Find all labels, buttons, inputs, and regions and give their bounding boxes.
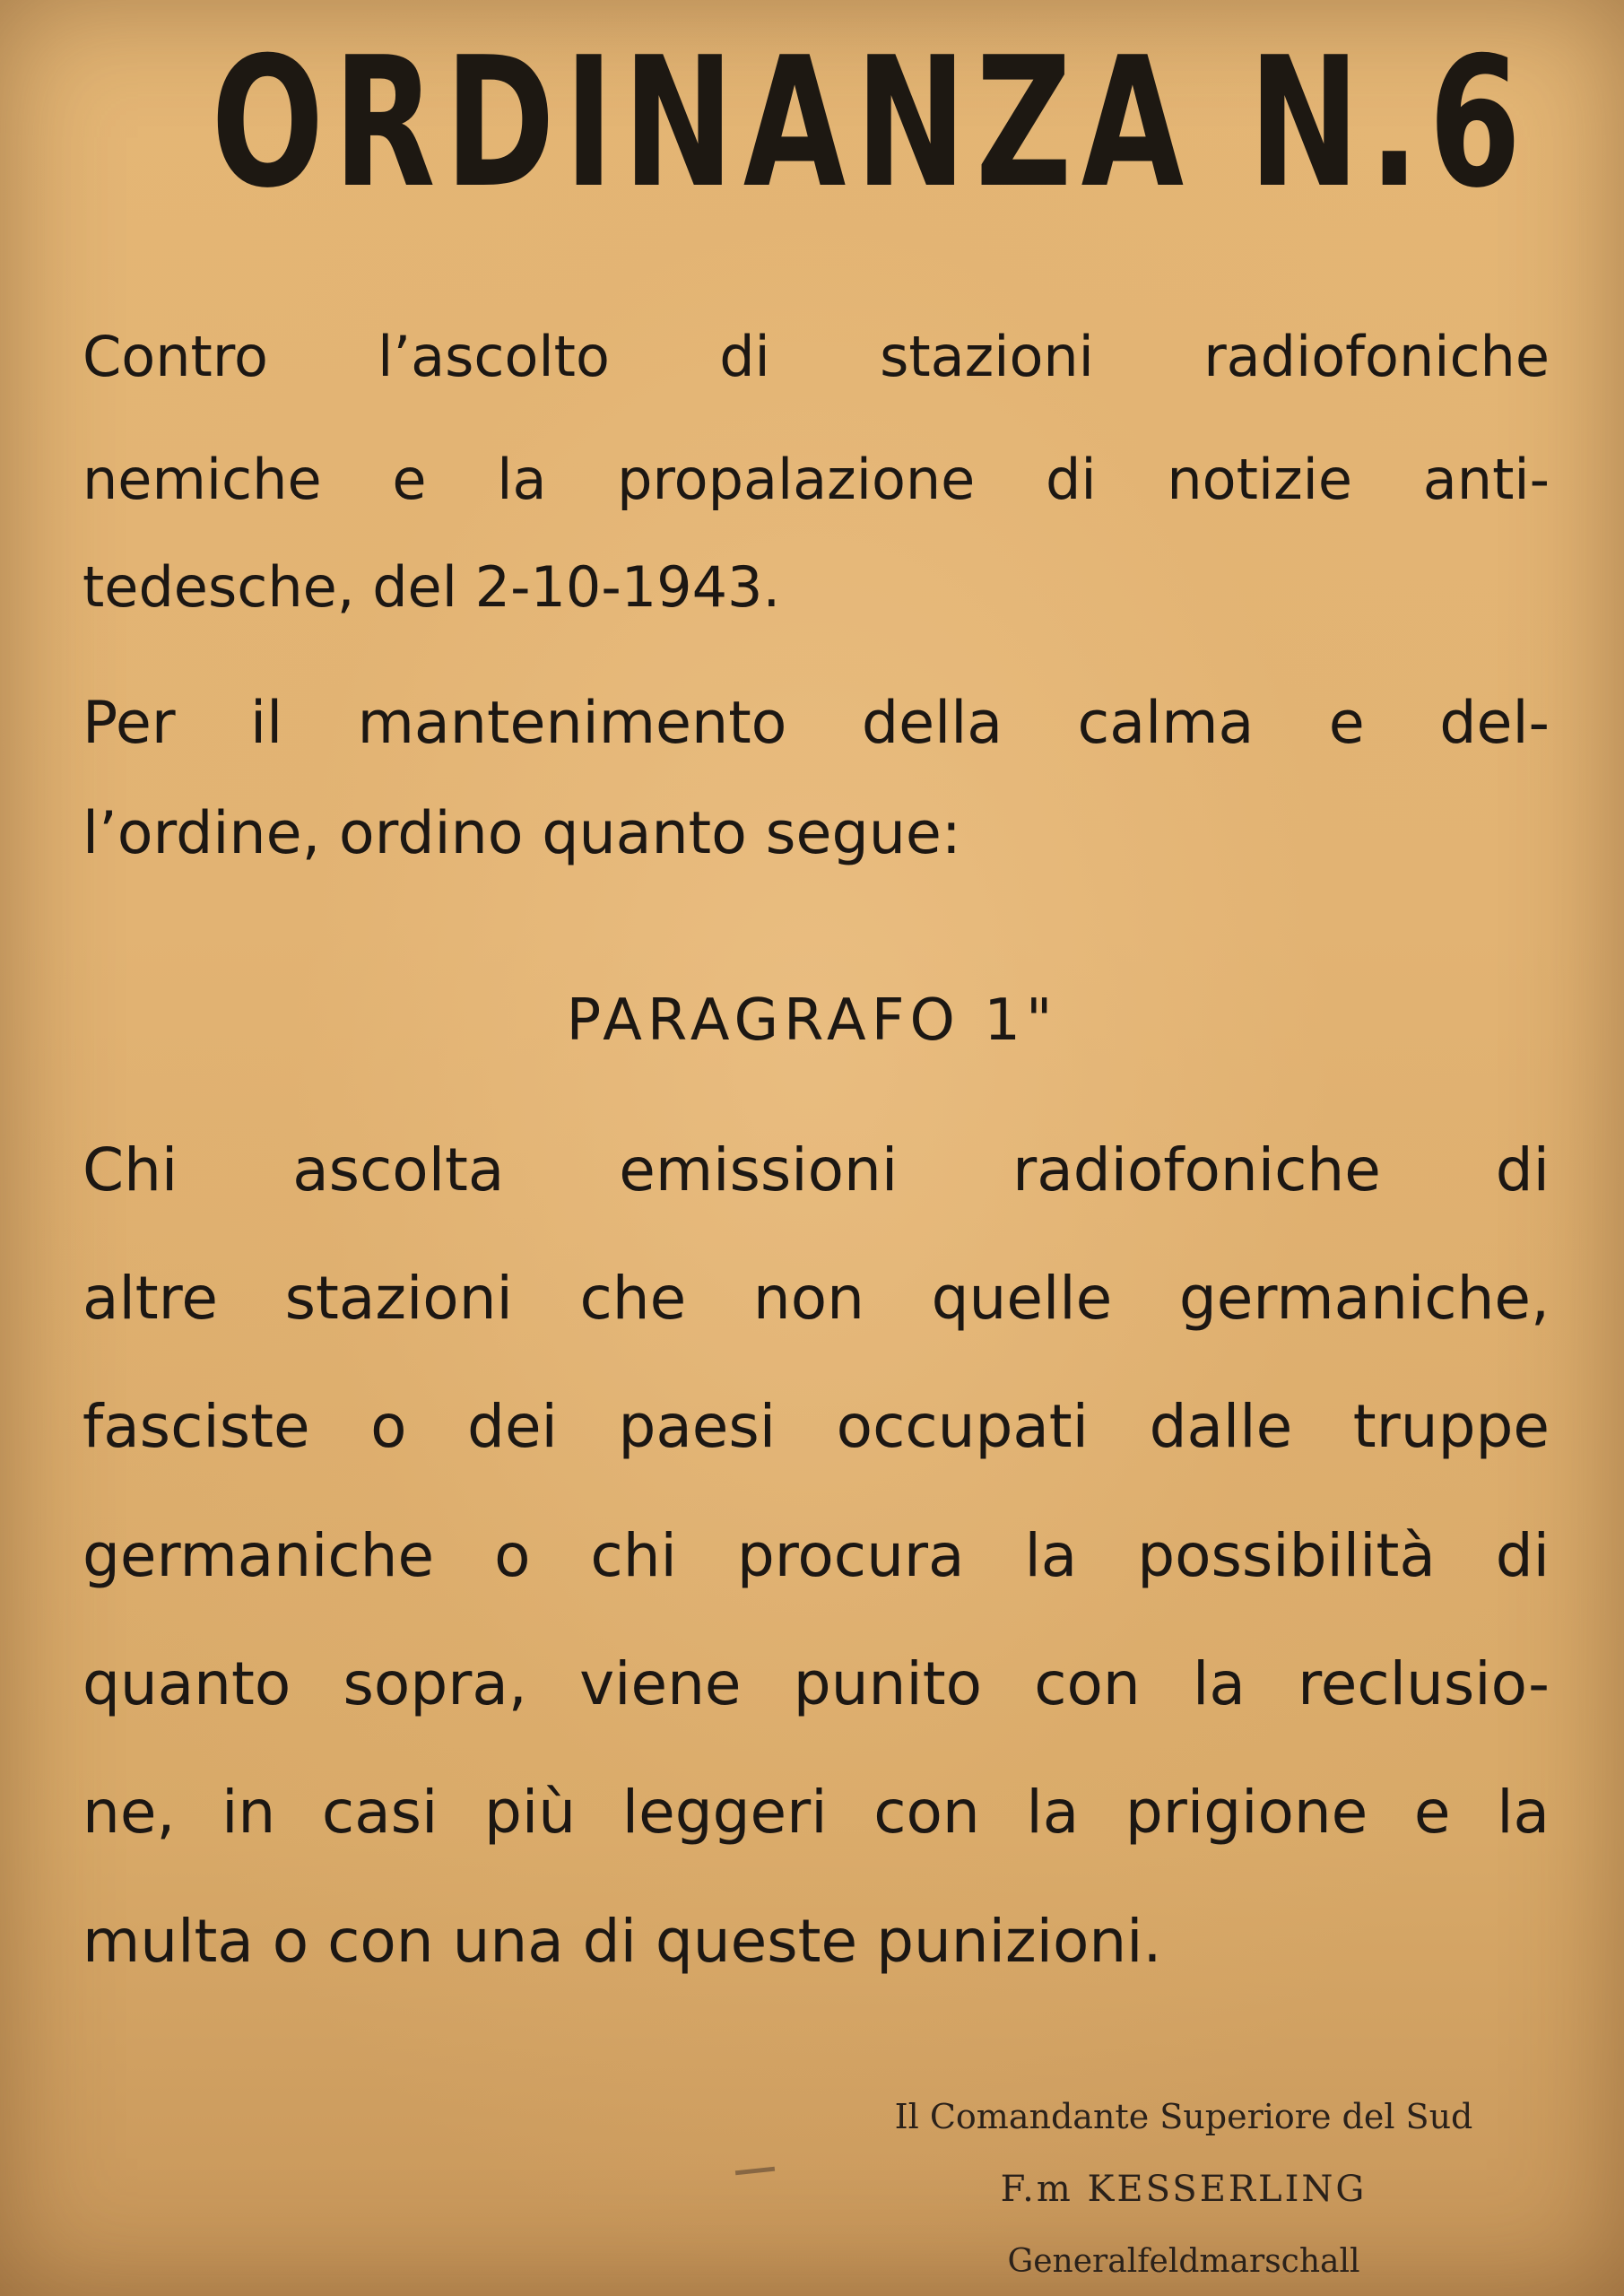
ink-mark [735,2167,775,2176]
section-heading: PARAGRAFO 1" [566,987,1058,1054]
poster-title: ORDINANZA N.6 [211,19,1531,228]
paragraph-line-6: ne, in casi più leggeri con la prigione e la [83,1778,1550,1847]
preamble-line-1: Per il mantenimento della calma e del- [83,690,1550,757]
preamble-line-2: l’ordine, ordino quanto segue: [83,800,961,867]
paragraph-line-4: germaniche o chi procura la possibilità di [83,1521,1550,1590]
paragraph-line-1: Chi ascolta emissioni radiofoniche di [83,1135,1550,1205]
paragraph-line-5: quanto sopra, viene punito con la reclusio- [83,1649,1550,1718]
signature-name: F.m KESSERLING [1000,2169,1368,2210]
paragraph-line-2: altre stazioni che non quelle germaniche, [83,1264,1550,1333]
signature-rank: Generalfeldmarschall [1007,2243,1360,2280]
intro-line-3: tedesche, del 2-10-1943. [83,554,781,620]
intro-line-1: Contro l’ascolto di stazioni radiofoniche [83,324,1550,389]
intro-line-2: nemiche e la propalazione di notizie anti- [83,447,1550,512]
paragraph-line-3: fasciste o dei paesi occupati dalle truppe [83,1392,1550,1461]
paragraph-line-7: multa o con una di queste punizioni. [83,1907,1162,1976]
signature-office: Il Comandante Superiore del Sud [894,2097,1473,2136]
